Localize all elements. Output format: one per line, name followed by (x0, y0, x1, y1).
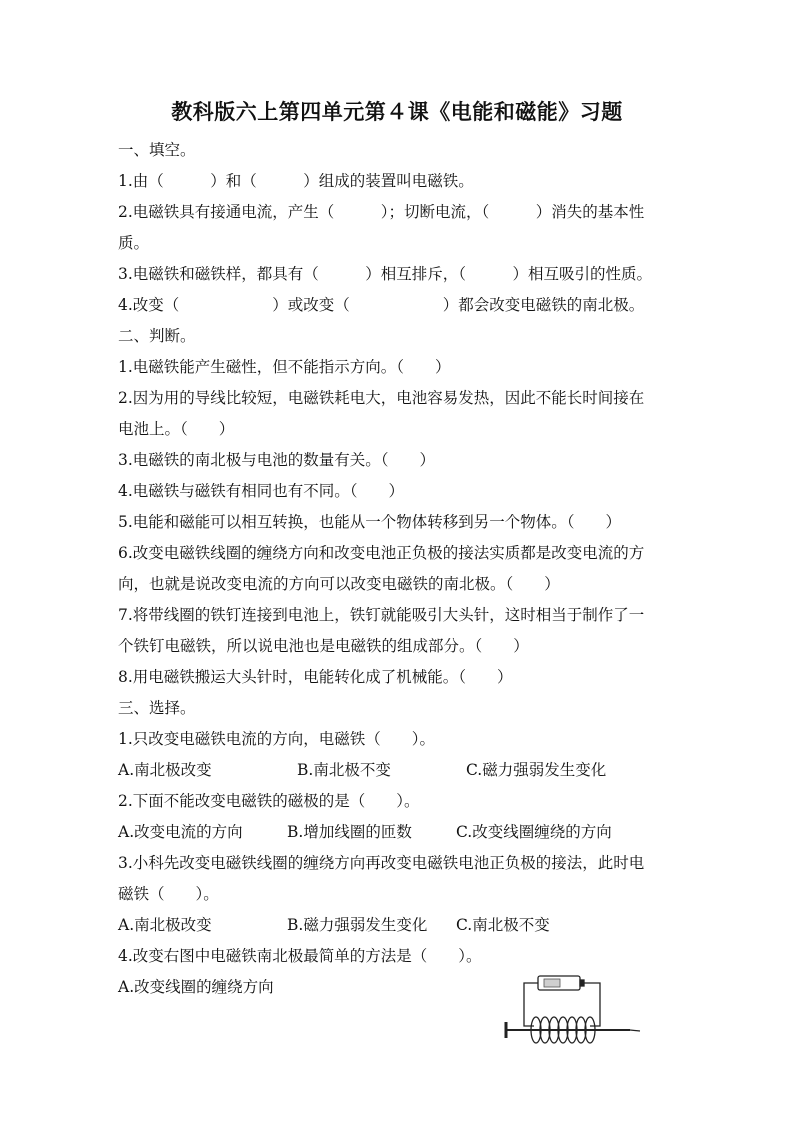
section-heading-judge: 二、判断。 (118, 327, 196, 345)
choice-q2-option-b: B.增加线圈的匝数 (287, 823, 412, 841)
electromagnet-figure (500, 970, 645, 1050)
judge-question-6-cont: 向，也就是说改变电流的方向可以改变电磁铁的南北极。（ ） (118, 575, 560, 593)
choice-q3-option-b: B.磁力强弱发生变化 (287, 916, 428, 934)
choice-q1-option-c: C.磁力强弱发生变化 (466, 761, 607, 779)
choice-q2-option-c: C.改变线圈缠绕的方向 (456, 823, 612, 841)
judge-question-2: 2.因为用的导线比较短，电磁铁耗电大，电池容易发热，因此不能长时间接在 (118, 389, 645, 407)
judge-question-8: 8.用电磁铁搬运大头针时，电能转化成了机械能。（ ） (118, 668, 513, 686)
choice-question-3-cont: 磁铁（ ）。 (118, 885, 219, 903)
judge-question-3: 3.电磁铁的南北极与电池的数量有关。（ ） (118, 451, 436, 469)
page-title: 教科版六上第四单元第４课《电能和磁能》习题 (171, 99, 623, 124)
choice-q1-option-a: A.南北极改变 (118, 761, 212, 779)
judge-question-4: 4.电磁铁与磁铁有相同也有不同。（ ） (118, 482, 405, 500)
choice-question-2: 2.下面不能改变电磁铁的磁极的是（ ）。 (118, 792, 420, 810)
fill-in-question-1: 1.由（ ）和（ ）组成的装置叫电磁铁。 (118, 172, 474, 190)
choice-question-4: 4.改变右图中电磁铁南北极最简单的方法是（ ）。 (118, 947, 482, 965)
judge-question-6: 6.改变电磁铁线圈的缠绕方向和改变电池正负极的接法实质都是改变电流的方 (118, 544, 645, 562)
section-heading-fill-in: 一、填空。 (118, 141, 196, 159)
choice-question-1: 1.只改变电磁铁电流的方向，电磁铁（ ）。 (118, 730, 436, 748)
judge-question-2-cont: 电池上。（ ） (118, 420, 235, 438)
choice-q4-option-a: A.改变线圈的缠绕方向 (118, 978, 274, 996)
judge-question-7: 7.将带线圈的铁钉连接到电池上，铁钉就能吸引大头针，这时相当于制作了一 (118, 606, 645, 624)
choice-q2-option-a: A.改变电流的方向 (118, 823, 243, 841)
wire-left (524, 983, 538, 1026)
section-heading-choice: 三、选择。 (118, 699, 196, 717)
judge-question-5: 5.电能和磁能可以相互转换，也能从一个物体转移到另一个物体。（ ） (118, 513, 622, 531)
fill-in-question-4: 4.改变（ ）或改变（ ）都会改变电磁铁的南北极。 (118, 296, 645, 314)
choice-q3-option-c: C.南北极不变 (456, 916, 550, 934)
fill-in-question-2-cont: 质。 (118, 234, 150, 252)
judge-question-7-cont: 个铁钉电磁铁，所以说电池也是电磁铁的组成部分。（ ） (118, 637, 529, 655)
fill-in-question-3: 3.电磁铁和磁铁样，都具有（ ）相互排斥，（ ）相互吸引的性质。 (118, 265, 653, 283)
choice-question-3: 3.小科先改变电磁铁线圈的缠绕方向再改变电磁铁电池正负极的接法，此时电 (118, 854, 645, 872)
fill-in-question-2: 2.电磁铁具有接通电流，产生（ ）；切断电流，（ ）消失的基本性 (118, 203, 645, 221)
choice-q1-option-b: B.南北极不变 (297, 761, 391, 779)
judge-question-1: 1.电磁铁能产生磁性，但不能指示方向。（ ） (118, 358, 451, 376)
choice-q3-option-a: A.南北极改变 (118, 916, 212, 934)
